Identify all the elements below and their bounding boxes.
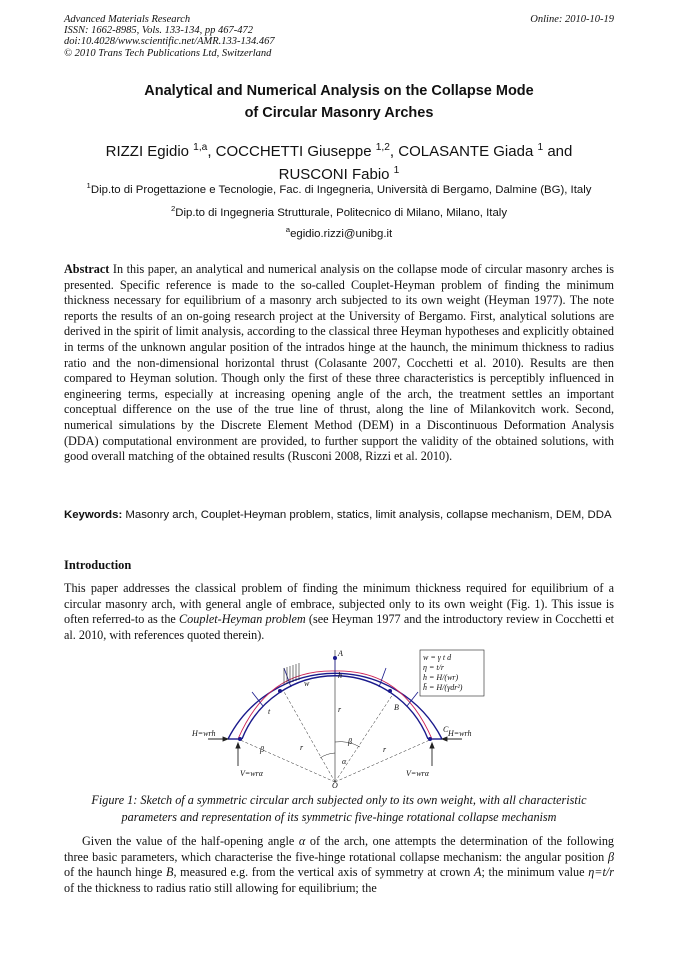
journal-issn: ISSN: 1662-8985, Vols. 133-134, pp 467-472	[64, 25, 253, 37]
author-list	[64, 138, 614, 184]
email-sup: a	[285, 225, 291, 234]
symbol-alpha: α	[298, 834, 306, 848]
author-1: RIZZI Egidio	[105, 143, 189, 160]
section-heading-introduction: Introduction	[64, 558, 132, 572]
author-2-sup: 1,2	[375, 142, 390, 153]
intro-problem-name: Couplet-Heyman problem	[179, 612, 306, 627]
journal-header	[64, 14, 424, 59]
label-right-reaction: V=wrα	[406, 769, 429, 778]
intro-text-1: This paper addresses the classical problem of finding the minimum thickness required for equilibrium of a circular masonry arch, with general angle of embrace, subjected only to its own weight (Fig. 1). This issue is often referred-to as the	[64, 581, 614, 627]
journal-name: Advanced Materials Research	[64, 14, 191, 25]
label-h: h	[338, 671, 342, 680]
affiliation-1-text: Dip.to di Progettazione e Tecnologie, Fac. di Ingegneria, Università di Bergamo, Dalmine (BG), Italy	[90, 183, 592, 196]
keywords-label: Keywords:	[64, 509, 123, 521]
body-text-1: Given the value of the half-opening angle	[82, 834, 295, 848]
hinge-left-support	[238, 737, 242, 741]
keywords	[64, 508, 614, 523]
hinge-right-haunch	[388, 689, 392, 693]
label-alpha: α	[342, 757, 347, 766]
affiliation-1	[64, 181, 614, 196]
caption-line-2: parameters and representation of its symmetric five-hinge rotational collapse mechanism	[121, 810, 557, 824]
hinge-right-support	[428, 737, 432, 741]
title-line-1: Analytical and Numerical Analysis on the Collapse Mode	[144, 83, 534, 99]
online-date: Online: 2010-10-19	[530, 14, 614, 25]
label-beta: β	[348, 737, 352, 746]
legend-line-1: w = γ t d	[423, 653, 452, 662]
label-B: B	[394, 703, 399, 712]
symbol-eta: η=t/r	[588, 865, 615, 880]
label-A: A	[338, 649, 343, 658]
hinge-crown	[333, 656, 337, 660]
affiliation-2	[64, 204, 614, 219]
legend-line-4: h̄ = H/(γdr²)	[423, 683, 463, 692]
author-and: and	[547, 143, 573, 160]
author-4: RUSCONI Fabio	[278, 166, 390, 183]
author-1-sup: 1,a	[193, 142, 208, 153]
legend-line-2: η = t/r	[423, 663, 444, 672]
abstract	[64, 262, 614, 465]
intro-text-2: (see Heyman 1977 and the introductory review in Cocchetti et al. 2010, with references quoted therein).	[64, 612, 615, 642]
label-left-reaction: V=wrα	[240, 769, 263, 778]
author-3: , COLASANTE Giada	[389, 143, 534, 160]
arch-diagram	[188, 648, 488, 788]
label-O: O	[332, 781, 338, 788]
affiliation-1-sup: 1	[86, 181, 91, 190]
journal-copyright: © 2010 Trans Tech Publications Ltd, Switzerland	[64, 47, 272, 59]
caption-line-1: Figure 1: Sketch of a symmetric circular arch subjected only to its own weight, with all characteristic	[91, 793, 587, 807]
journal-doi: doi:10.4028/www.scientific.net/AMR.133-134.467	[64, 36, 275, 48]
intro-paragraph	[64, 581, 614, 643]
title-line-2: of Circular Masonry Arches	[244, 105, 434, 121]
body-text-3: of the haunch hinge	[64, 865, 163, 880]
label-C: C	[443, 725, 449, 734]
author-email	[64, 225, 614, 240]
symbol-A: A	[474, 865, 482, 880]
abstract-text: In this paper, an analytical and numerical analysis on the collapse mode of circular masonry arches is presented. Specific reference is made to the so-called Couplet-Heyman problem of finding the minimum thickness necessary for equilibrium of a masonry arch subjected to its own weight (Heyman 1977). The note reports the results of an on-going research project at the University of Bergamo. First, analytical solutions are derived in the spirit of limit analysis, according to the classical three Heyman hypotheses and explicitly obtained in terms of the unknown angular position of the intrados hinge at the haunch, the minimum thickness to radius ratio and the non-dimensional horizontal thrust (Colasante 2007, Cocchetti et al. 2010). Results are then compared to Heyman solution. Though only the first of these three characteristics is perceptibly influenced in engineering terms, especially at increasing opening angle of the arch, the treatment settles an important conceptual difference on the use of the true line of thrust, along the line of Milankovitch work. Second, numerical simulations by the Discrete Element Method (DEM) in a Discontinuous Deformation Analysis (DDA) computational environment are provided, to further support the validity of the obtained solutions, with good overall matching of the obtained results (Rusconi 2008, Rizzi et al. 2010).	[64, 262, 614, 464]
body-text-6: of the thickness to radius ratio still allowing for equilibrium; the	[64, 880, 377, 895]
label-right-thrust: H=wrh	[448, 729, 472, 738]
body-text-4: , measured e.g. from the vertical axis of symmetry at crown	[173, 865, 471, 880]
figure-1	[188, 648, 488, 793]
symbol-B: B	[165, 865, 174, 880]
hinge-left-haunch	[278, 689, 282, 693]
body-text-5: ; the minimum value	[481, 865, 585, 880]
keywords-text: Masonry arch, Couplet-Heyman problem, statics, limit analysis, collapse mechanism, DEM, DDA	[125, 509, 612, 521]
body-text-2: of the arch, one attempts the determination of the following three basic parameters, which characterise the five-hinge rotational collapse mechanism: the angular position	[64, 834, 615, 864]
label-r-left: r	[300, 743, 304, 752]
label-left-thrust: H=wrh	[192, 729, 216, 738]
email-text: egidio.rizzi@unibg.it	[290, 227, 393, 240]
angle-arc-alpha	[320, 753, 335, 758]
label-t: t	[268, 707, 271, 716]
body-paragraph	[64, 834, 614, 896]
paper-title	[64, 80, 614, 124]
label-w: w	[304, 679, 310, 688]
figure-1-caption	[64, 792, 614, 826]
affiliation-2-sup: 2	[170, 204, 176, 213]
affiliation-2-text: Dip.to di Ingegneria Strutturale, Politecnico di Milano, Milano, Italy	[175, 206, 508, 219]
author-2: , COCCHETTI Giuseppe	[207, 143, 372, 160]
author-4-sup: 1	[393, 165, 400, 176]
author-3-sup: 1	[537, 142, 544, 153]
abstract-label: Abstract	[64, 262, 110, 276]
symbol-beta: β	[607, 849, 615, 864]
legend-line-3: h = H/(wr)	[423, 673, 459, 682]
label-r-vertical: r	[338, 705, 342, 714]
label-r-right: r	[383, 745, 387, 754]
label-beta-left: β	[260, 745, 264, 754]
